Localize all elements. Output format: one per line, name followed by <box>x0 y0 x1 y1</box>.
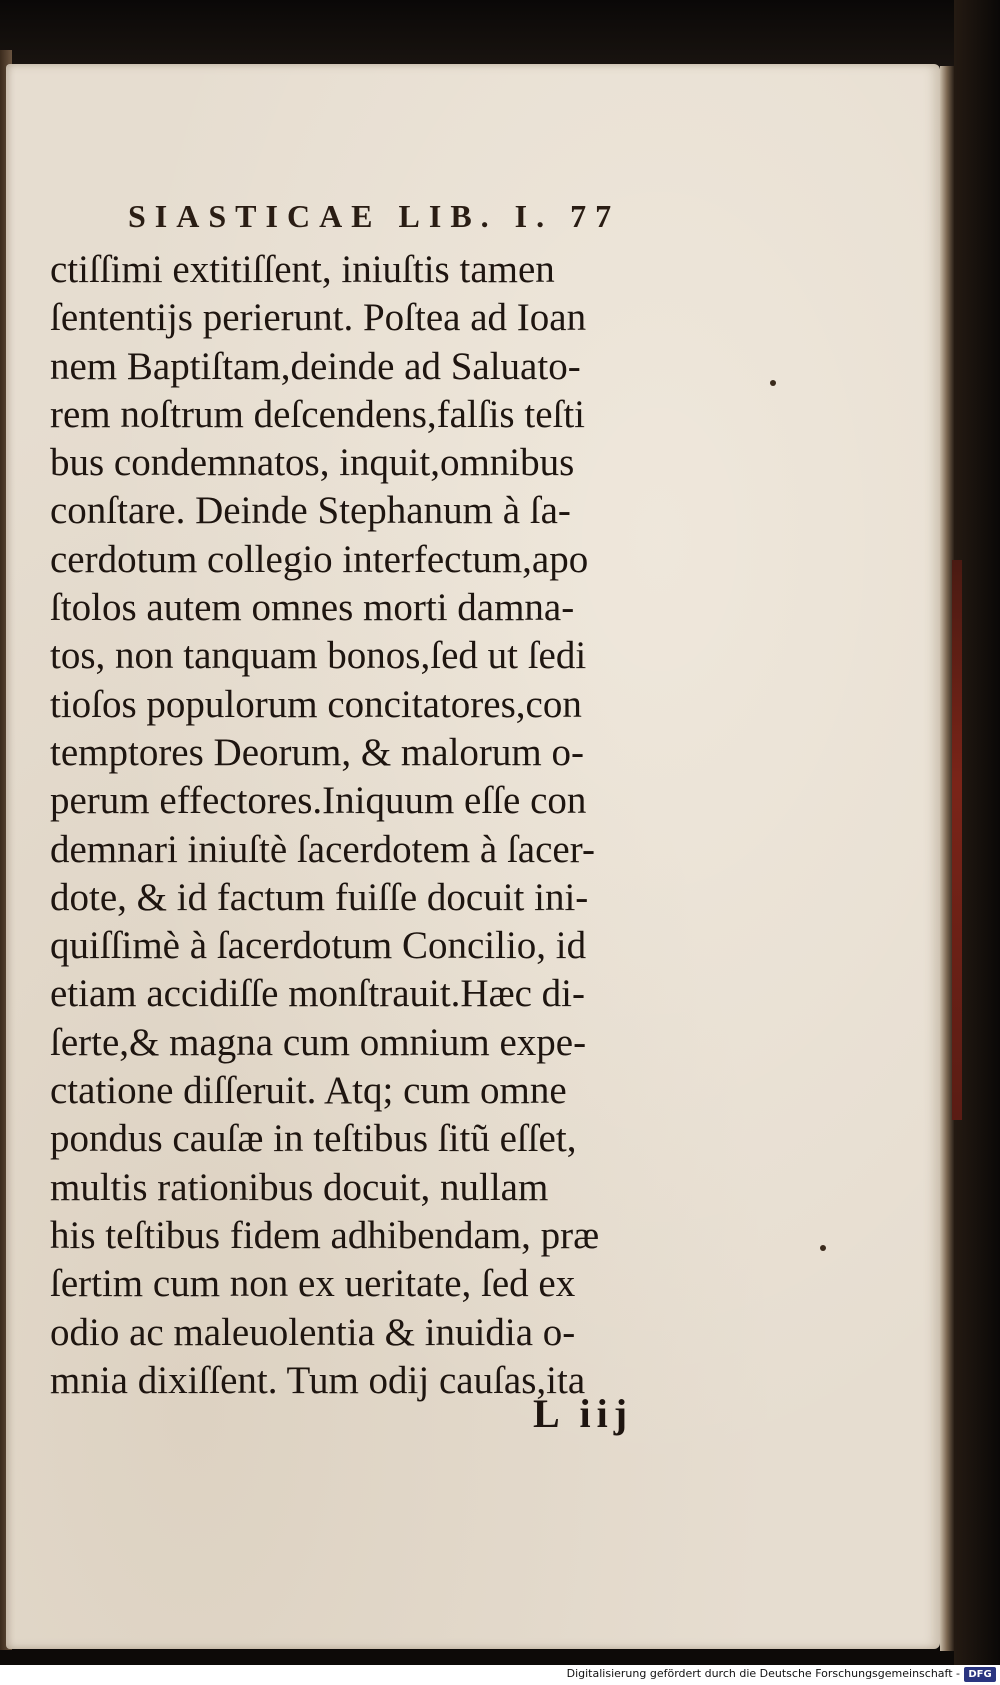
text-line: his teſtibus fidem adhibendam, præ <box>50 1213 600 1257</box>
text-line: demnari iniuſtè ſacerdotem à ſacer- <box>50 827 595 871</box>
text-line: conſtare. Deinde Stephanum à ſa- <box>50 489 571 533</box>
text-line: multis rationibus docuit, nullam <box>50 1165 549 1209</box>
text-line: dote, & id factum fuiſſe docuit ini- <box>50 875 589 919</box>
text-line: perum effectores.Iniquum eſſe con <box>50 779 587 823</box>
text-line: temptores Deorum, & malorum o- <box>50 730 584 774</box>
text-line: ſtolos autem omnes morti damna- <box>50 586 575 630</box>
scan-background <box>0 0 1000 70</box>
running-head: SIASTICAE LIB. I. 77 <box>128 198 621 234</box>
ink-speck <box>820 1245 826 1251</box>
text-line: etiam accidiſſe monſtrauit.Hæc di- <box>50 972 585 1016</box>
text-line: tioſos populorum concitatores,con <box>50 682 582 726</box>
text-line: ſertim cum non ex ueritate, ſed ex <box>50 1262 576 1306</box>
text-line: odio ac maleuolentia & inuidia o- <box>50 1310 576 1354</box>
cover-red-stripe <box>952 560 962 1120</box>
text-line: pondus cauſæ in teſtibus ſitũ eſſet, <box>50 1117 577 1161</box>
dfg-logo-icon: DFG <box>964 1667 996 1682</box>
text-line: ſententijs perierunt. Poſtea ad Ioan <box>50 296 587 340</box>
signature-mark: L iij <box>533 1391 634 1436</box>
text-line: ctatione diſſeruit. Atq; cum omne <box>50 1069 567 1113</box>
digitization-credit: Digitalisierung gefördert durch die Deutsche Forschungsgemeinschaft - <box>566 1667 960 1680</box>
text-line: ctiſſimi extitiſſent, iniuſtis tamen <box>50 248 555 291</box>
text-line: bus condemnatos, inquit,omnibus <box>50 441 575 485</box>
text-line: quiſſimè à ſacerdotum Concilio, id <box>50 924 587 968</box>
body-text <box>50 246 690 1405</box>
text-line: rem noſtrum deſcendens,falſis teſti <box>50 392 586 436</box>
text-line: mnia dixiſſent. Tum odij cauſas,ita <box>50 1358 586 1402</box>
text-line: tos, non tanquam bonos,ſed ut ſedi <box>50 634 587 678</box>
ink-speck <box>770 380 776 386</box>
text-line: nem Baptiſtam,deinde ad Saluato- <box>50 344 581 388</box>
text-line: ſerte,& magna cum omnium expe- <box>50 1020 587 1064</box>
text-line: cerdotum collegio interfectum,apo <box>50 537 589 581</box>
